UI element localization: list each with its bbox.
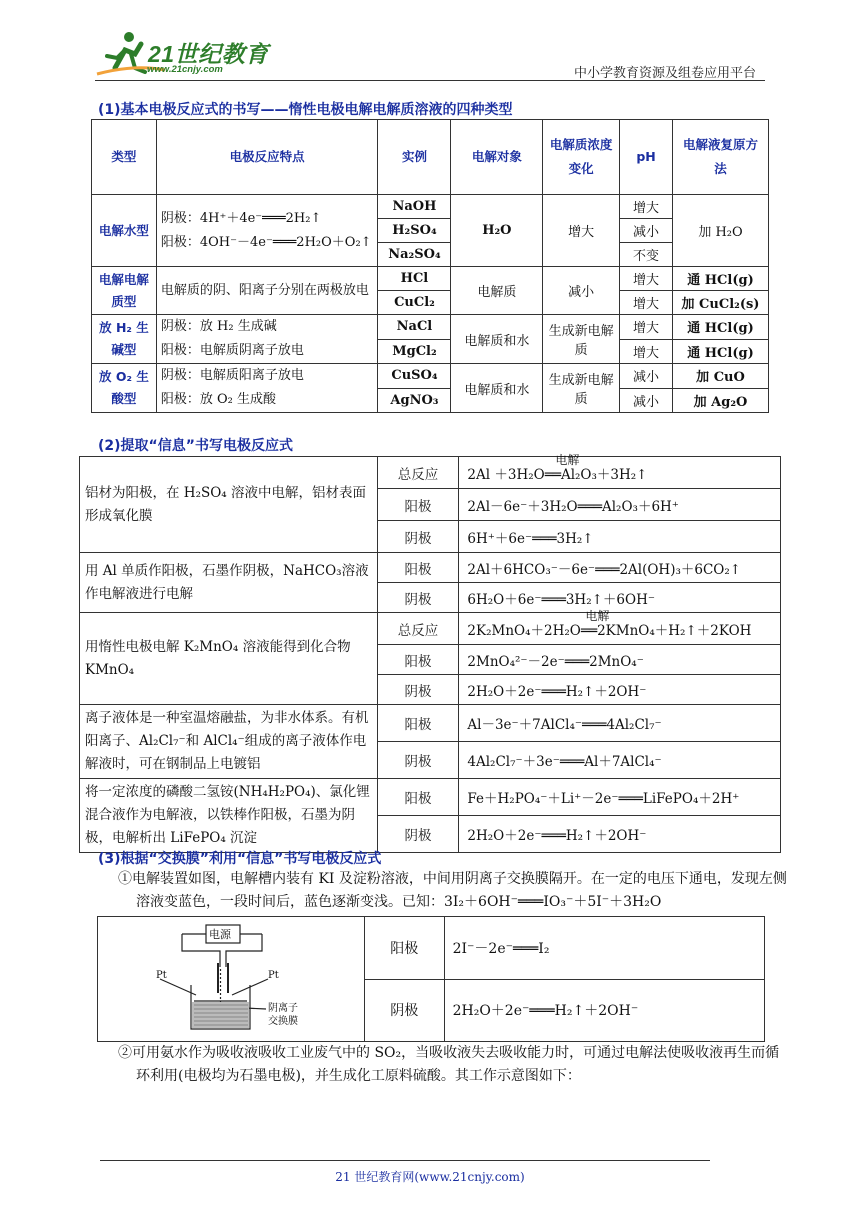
equation-cell: 2MnO₄²⁻－2e⁻═══2MnO₄⁻ xyxy=(459,645,781,675)
table-row xyxy=(92,195,769,219)
condition-desc: 铝材为阳极，在 H₂SO₄ 溶液中电解，铝材表面形成氧化膜 xyxy=(80,457,378,553)
object-cell: H₂O xyxy=(451,195,543,267)
condition-desc: 用 Al 单质作阳极，石墨作阴极，NaHCO₃溶液作电解液进行电解 xyxy=(80,553,378,613)
table-row xyxy=(92,267,769,291)
equation-cell: 2H₂O＋2e⁻═══H₂↑＋2OH⁻ xyxy=(444,979,764,1042)
table-row xyxy=(80,779,781,816)
membrane-label-1: 阴离子 xyxy=(268,1003,298,1014)
table-row xyxy=(80,613,781,645)
ph-cell: 减小 xyxy=(620,364,673,389)
feature-cell: 阴极：放 H₂ 生成碱 阳极：电解质阴离子放电 xyxy=(156,315,378,364)
role-cell: 阳极 xyxy=(377,779,459,816)
table-row xyxy=(80,457,781,489)
diagram-cell xyxy=(98,917,365,1042)
paragraph-2: ②可用氨水作为吸收液吸收工业废气中的 SO₂，当吸收液失去吸收能力时，可通过电解法使吸收液再生而循环利用(电极均为石墨电极)，并生成化工原料硫酸。其工作示意图如下： xyxy=(118,1045,780,1084)
table-row xyxy=(98,917,765,980)
pt-left-label: Pt xyxy=(156,970,167,981)
example-cell: MgCl₂ xyxy=(378,339,451,364)
conc-cell: 减小 xyxy=(543,267,620,315)
example-cell: CuSO₄ xyxy=(378,364,451,389)
example-cell: HCl xyxy=(378,267,451,291)
example-cell: AgNO₃ xyxy=(378,388,451,413)
equation-text: 2Al ＋3H₂O══Al₂O₃＋3H₂↑ xyxy=(467,466,648,483)
example-cell: CuCl₂ xyxy=(378,291,451,315)
role-cell: 阳极 xyxy=(377,705,459,742)
header-object: 电解对象 xyxy=(451,120,543,195)
condition-desc: 离子液体是一种室温熔融盐，为非水体系。有机阳离子、Al₂Cl₇⁻和 AlCl₄⁻组成的离子液体作电解液时，可在钢制品上电镀铝 xyxy=(80,705,378,779)
conc-cell: 增大 xyxy=(543,195,620,267)
equation-cell: 4Al₂Cl₇⁻＋3e⁻═══Al＋7AlCl₄⁻ xyxy=(459,742,781,779)
condition-desc: 将一定浓度的磷酸二氢铵(NH₄H₂PO₄)、氯化锂混合液作为电解液，以铁棒作阳极，石墨为阴极，电解析出 LiFePO₄ 沉淀 xyxy=(80,779,378,853)
platform-name: 中小学教育资源及组卷应用平台 xyxy=(573,66,756,81)
condition-label: 电解 xyxy=(585,608,610,623)
pt-right-label: Pt xyxy=(268,970,279,981)
table-electrolysis-types xyxy=(91,119,769,413)
example-cell: H₂SO₄ xyxy=(378,219,451,243)
table-info-reactions xyxy=(79,452,781,853)
header-feature: 电极反应特点 xyxy=(156,120,378,195)
condition-label: 电解 xyxy=(555,452,580,467)
type-cell: 放 O₂ 生酸型 xyxy=(92,364,157,413)
feature-cell: 电解质的阴、阳离子分别在两极放电 xyxy=(156,267,378,315)
table-header-row xyxy=(92,120,769,195)
ph-cell: 增大 xyxy=(620,267,673,291)
header-type: 类型 xyxy=(92,120,157,195)
equation-cell: Al－3e⁻＋7AlCl₄⁻═══4Al₂Cl₇⁻ xyxy=(459,705,781,742)
ph-cell: 减小 xyxy=(620,219,673,243)
restore-cell: 加 H₂O xyxy=(673,195,769,267)
header-conc: 电解质浓度变化 xyxy=(543,120,620,195)
object-cell: 电解质 xyxy=(451,267,543,315)
ph-cell: 增大 xyxy=(620,195,673,219)
logo-text: 21世纪教育 xyxy=(148,41,269,67)
role-cell: 阳极 xyxy=(377,489,459,521)
role-cell: 阴极 xyxy=(377,742,459,779)
role-cell: 总反应 xyxy=(377,457,459,489)
restore-cell: 通 HCl(g) xyxy=(673,339,769,364)
conc-cell: 生成新电解质 xyxy=(543,364,620,413)
role-cell: 阴极 xyxy=(377,521,459,553)
footer-divider xyxy=(100,1160,710,1161)
table-row xyxy=(92,364,769,389)
equation-cell: 2I⁻－2e⁻═══I₂ xyxy=(444,917,764,980)
role-cell: 阳极 xyxy=(377,645,459,675)
table-row xyxy=(80,705,781,742)
header-ph: pH xyxy=(620,120,673,195)
paragraph-1: ①电解装置如图，电解槽内装有 KI 及淀粉溶液，中间用阴离子交换膜隔开。在一定的电压下通电，发现左侧溶液变蓝色，一段时间后，蓝色逐渐变浅。已知：3I₂＋6OH⁻═══IO₃⁻＋5I⁻＋3H₂O xyxy=(118,871,787,910)
type-cell: 电解水型 xyxy=(92,195,157,267)
equation-cell: 6H₂O＋6e⁻═══3H₂↑＋6OH⁻ xyxy=(459,583,781,613)
type-cell: 电解电解质型 xyxy=(92,267,157,315)
electrolysis-cell-diagram xyxy=(98,917,364,1041)
role-cell: 阴极 xyxy=(377,675,459,705)
restore-cell: 通 HCl(g) xyxy=(673,267,769,291)
equation-cell xyxy=(459,452,781,489)
section1-title: (1)基本电极反应式的书写——惰性电极电解电解质溶液的四种类型 xyxy=(98,102,513,118)
ph-cell: 增大 xyxy=(620,315,673,340)
header-example: 实例 xyxy=(378,120,451,195)
conc-cell: 生成新电解质 xyxy=(543,315,620,364)
role-cell: 阳极 xyxy=(377,553,459,583)
ph-cell: 减小 xyxy=(620,388,673,413)
equation-cell: 2Al－6e⁻＋3H₂O═══Al₂O₃＋6H⁺ xyxy=(459,489,781,521)
role-cell: 阴极 xyxy=(377,583,459,613)
example-cell: NaOH xyxy=(378,195,451,219)
object-cell: 电解质和水 xyxy=(451,315,543,364)
section2-title: (2)提取“信息”书写电极反应式 xyxy=(98,438,293,454)
power-label: 电源 xyxy=(209,928,231,941)
feature-cell: 阴极：电解质阳离子放电 阳极：放 O₂ 生成酸 xyxy=(156,364,378,413)
type-cell: 放 H₂ 生碱型 xyxy=(92,315,157,364)
table-row xyxy=(80,553,781,583)
condition-desc: 用惰性电极电解 K₂MnO₄ 溶液能得到化合物 KMnO₄ xyxy=(80,613,378,705)
ph-cell: 不变 xyxy=(620,243,673,267)
role-cell: 阴极 xyxy=(377,816,459,853)
equation-text: 2K₂MnO₄＋2H₂O══2KMnO₄＋H₂↑＋2KOH xyxy=(467,622,752,639)
section3-title: (3)根据“交换膜”利用“信息”书写电极反应式 xyxy=(98,851,382,867)
role-cell: 总反应 xyxy=(377,613,459,645)
restore-cell: 加 Ag₂O xyxy=(673,388,769,413)
object-cell: 电解质和水 xyxy=(451,364,543,413)
equation-cell xyxy=(459,608,781,645)
table-membrane xyxy=(97,916,765,1042)
feature-cell: 阴极：4H⁺＋4e⁻═══2H₂↑ 阳极：4OH⁻－4e⁻═══2H₂O＋O₂↑ xyxy=(156,195,378,267)
restore-cell: 加 CuCl₂(s) xyxy=(673,291,769,315)
role-cell: 阴极 xyxy=(365,979,445,1042)
example-cell: Na₂SO₄ xyxy=(378,243,451,267)
logo-url: www.21cnjy.com xyxy=(147,64,223,75)
equation-cell: 2Al＋6HCO₃⁻－6e⁻═══2Al(OH)₃＋6CO₂↑ xyxy=(459,553,781,583)
equation-cell: 2H₂O＋2e⁻═══H₂↑＋2OH⁻ xyxy=(459,675,781,705)
ph-cell: 增大 xyxy=(620,339,673,364)
restore-cell: 加 CuO xyxy=(673,364,769,389)
membrane-label-2: 交换膜 xyxy=(268,1016,298,1027)
table-row xyxy=(92,315,769,340)
header-divider xyxy=(95,80,765,81)
role-cell: 阳极 xyxy=(365,917,445,980)
header-restore: 电解液复原方法 xyxy=(673,120,769,195)
restore-cell: 通 HCl(g) xyxy=(673,315,769,340)
equation-cell: 6H⁺＋6e⁻═══3H₂↑ xyxy=(459,521,781,553)
ph-cell: 增大 xyxy=(620,291,673,315)
equation-cell: Fe＋H₂PO₄⁻＋Li⁺－2e⁻═══LiFePO₄＋2H⁺ xyxy=(459,779,781,816)
equation-cell: 2H₂O＋2e⁻═══H₂↑＋2OH⁻ xyxy=(459,816,781,853)
example-cell: NaCl xyxy=(378,315,451,340)
footer-text: 21 世纪教育网(www.21cnjy.com) xyxy=(335,1170,525,1184)
